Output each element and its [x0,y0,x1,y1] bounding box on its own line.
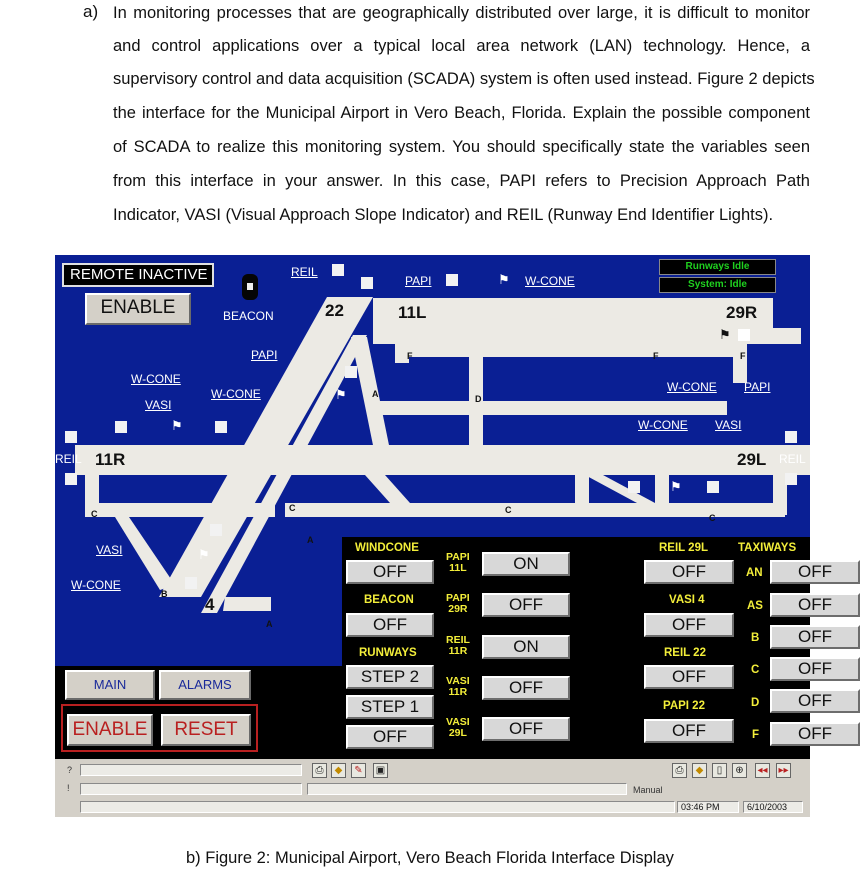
label-line: REIL [446,634,470,646]
light-icon[interactable] [785,473,797,485]
taxiway-mark: A [307,535,314,545]
windcone-label: WINDCONE [355,542,419,554]
taxiway-d-toggle[interactable]: OFF [770,689,860,713]
taxiway-name: AN [746,567,763,579]
taxiway-c-toggle[interactable]: OFF [770,657,860,681]
question-line: In monitoring processes that are geographically distributed over large, it is difficult to monitor [113,4,810,22]
taxiway-mark: C [91,509,98,519]
reil-22-label: REIL 22 [664,647,706,659]
reil-left-label[interactable]: REIL [55,452,82,466]
label-line: 11L [449,562,467,574]
scada-screen [55,255,832,817]
alarm-field [80,783,302,795]
runways-label: RUNWAYS [359,647,417,659]
taxiway-mark: A [372,389,379,399]
print-icon[interactable]: ⎙ [312,763,327,778]
progress-field [80,801,675,813]
print-icon[interactable]: ⎙ [672,763,687,778]
runway-11r-29l-step[interactable]: STEP 1 [346,695,434,719]
question-line: the interface for the Municipal Airport in Vero Beach, Florida. Explain the possible component [113,104,810,122]
papi-29r-toggle[interactable]: OFF [482,593,570,617]
runway-29l-label: 29L [737,450,767,469]
taxiway-mark: B [161,589,168,599]
window-icon[interactable]: ▯ [712,763,727,778]
alarm-field [307,783,627,795]
label-line: VASI [446,716,470,728]
enable-remote-button[interactable]: ENABLE [85,293,191,325]
windsock-icon[interactable]: ⚑ [198,547,210,562]
wcone-bottom-label[interactable]: W-CONE [71,578,121,592]
papi-22-label: PAPI 22 [663,700,705,712]
alarm-ack-icon[interactable]: ◆ [692,763,707,778]
runway-29r-label: 29R [726,303,758,322]
reil-11r-label [446,635,470,657]
help-indicator: ? [67,765,73,775]
light-icon[interactable] [210,524,222,536]
mode-text: Manual [633,785,663,795]
vasi-bottom-label[interactable]: VASI [96,543,123,557]
vasi-29l-label [446,717,470,739]
reil-light-icon[interactable] [332,264,344,276]
alarms-button[interactable]: ALARMS [159,670,251,700]
vasi-29l-toggle[interactable]: OFF [482,717,570,741]
beacon-lamp-icon [242,274,258,300]
label-line: 29R [448,603,468,615]
runway-4-22-step[interactable]: OFF [346,725,434,749]
taxiway-connector [351,337,391,455]
taxiway-f [395,343,747,357]
taxiway-f-toggle[interactable]: OFF [770,722,860,746]
message-field [80,764,302,776]
taxiway-mark: C [505,505,512,515]
enable-button[interactable]: ENABLE [67,714,153,746]
wcone-top-label[interactable]: W-CONE [525,274,575,288]
taxiways-label: TAXIWAYS [738,542,797,554]
time-field: 03:46 PM [677,801,739,813]
question-line: supervisory control and data acquisition (SCADA) system is often used instead. Figure 2 depicts [113,70,815,88]
figure-caption: b) Figure 2: Municipal Airport, Vero Beach Florida Interface Display [186,849,674,867]
add-icon[interactable]: ⊕ [732,763,747,778]
runway-4-label: 4 [205,595,215,614]
system-status: System: Idle [659,277,776,293]
settings-icon[interactable]: ▣ [373,763,388,778]
taxiway-mark: F [653,351,659,361]
windsock-icon[interactable]: ⚑ [498,272,510,287]
beacon-control-label: BEACON [364,594,414,606]
beacon-toggle[interactable]: OFF [346,613,434,637]
question-line: Indicator, VASI (Visual Approach Slope Indicator) and REIL (Runway End Identifier Lights). [113,206,774,224]
label-line: VASI [446,675,470,687]
beacon-label: BEACON [223,309,274,323]
reil-29l-label: REIL 29L [659,542,708,554]
label-line: PAPI [446,551,470,563]
taxiway-name: F [752,729,760,741]
reil-right-label[interactable]: REIL [779,452,806,466]
runway-11r-29l [75,445,810,475]
windsock-icon[interactable]: ⚑ [719,327,731,342]
question-marker: a) [83,2,99,21]
papi-11l-label [446,552,470,574]
taxiway-b-toggle[interactable]: OFF [770,625,860,649]
reset-button[interactable]: RESET [161,714,251,746]
taxiway-an-toggle[interactable]: OFF [770,560,860,584]
question-line: and control applications over a typical local area network (LAN) technology. Hence, a [113,37,810,55]
question-line: from this interface in your answer. In this case, PAPI refers to Precision Approach Path [113,172,810,190]
windcone-toggle[interactable]: OFF [346,560,434,584]
runway-11l-29r [373,298,773,344]
light-icon[interactable] [115,421,127,433]
fast-forward-icon[interactable]: ▸▸ [776,763,791,778]
windsock-icon[interactable]: ⚑ [335,387,347,402]
vasi-right-label[interactable]: VASI [715,418,742,432]
light-icon[interactable] [215,421,227,433]
taxiway-mark: D [475,394,482,404]
taxiway-mark: F [407,351,413,361]
runway-11r-label: 11R [95,450,126,469]
light-icon[interactable] [185,577,197,589]
windsock-icon[interactable]: ⚑ [171,418,183,433]
wcone-right-label[interactable]: W-CONE [667,380,717,394]
label-line: 11R [448,645,468,657]
light-icon[interactable] [628,481,640,493]
papi-22-toggle[interactable]: OFF [644,719,734,743]
lighting-control-panel [342,537,832,759]
runway-22-label: 22 [325,301,344,320]
label-line: 11R [448,686,468,698]
vasi-11r-label [446,676,470,698]
taxiway-name: AS [747,600,763,612]
runways-status: Runways Idle [659,259,776,275]
question-line: of SCADA to realize this monitoring system. You should specifically state the variables seen [113,138,810,156]
taxiway-mark: C [709,513,716,523]
light-icon[interactable] [707,481,719,493]
main-button[interactable]: MAIN [65,670,155,700]
pen-icon[interactable]: ✎ [351,763,366,778]
date-field: 6/10/2003 [743,801,803,813]
runway-11l-29r-step[interactable]: STEP 2 [346,665,434,689]
taxiway-mid [367,401,727,415]
label-line: 29L [448,727,467,739]
light-icon[interactable] [65,431,77,443]
alarm-ack-icon[interactable]: ◆ [331,763,346,778]
papi-mid-label[interactable]: PAPI [251,348,278,362]
rewind-icon[interactable]: ◂◂ [755,763,770,778]
taxiway-as-toggle[interactable]: OFF [770,593,860,617]
light-icon[interactable] [361,277,373,289]
vasi-11r-toggle[interactable]: OFF [482,676,570,700]
light-icon[interactable] [345,366,357,378]
light-icon[interactable] [738,329,750,341]
taxiway-name: C [751,664,760,676]
papi-top-label[interactable]: PAPI [405,274,432,288]
taxiway-mark: C [289,503,296,513]
status-bar [55,759,810,817]
vasi-left-label[interactable]: VASI [145,398,172,412]
reil-29l-toggle[interactable]: OFF [644,560,734,584]
papi-29r-label [446,593,470,615]
vasi-4-label: VASI 4 [669,594,705,606]
wcone-right-label[interactable]: W-CONE [638,418,688,432]
taxiway-name: D [751,697,760,709]
windsock-icon[interactable]: ⚑ [670,479,682,494]
vasi-4-toggle[interactable]: OFF [644,613,734,637]
papi-right-label[interactable]: PAPI [744,380,771,394]
reil-11r-toggle[interactable]: ON [482,635,570,659]
label-line: PAPI [446,592,470,604]
reil-top-label[interactable]: REIL [291,265,318,279]
remote-status: REMOTE INACTIVE [62,263,214,287]
light-icon[interactable] [785,431,797,443]
runway-11l-label: 11L [398,303,427,322]
light-icon[interactable] [65,473,77,485]
warning-indicator: ! [67,783,70,793]
taxiway-name: B [751,632,760,644]
taxiway-mark: F [740,351,746,361]
reil-22-toggle[interactable]: OFF [644,665,734,689]
wcone-left-label[interactable]: W-CONE [211,387,261,401]
taxiway-mark: A [266,619,273,629]
papi-11l-toggle[interactable]: ON [482,552,570,576]
wcone-left-label[interactable]: W-CONE [131,372,181,386]
papi-light-icon[interactable] [446,274,458,286]
